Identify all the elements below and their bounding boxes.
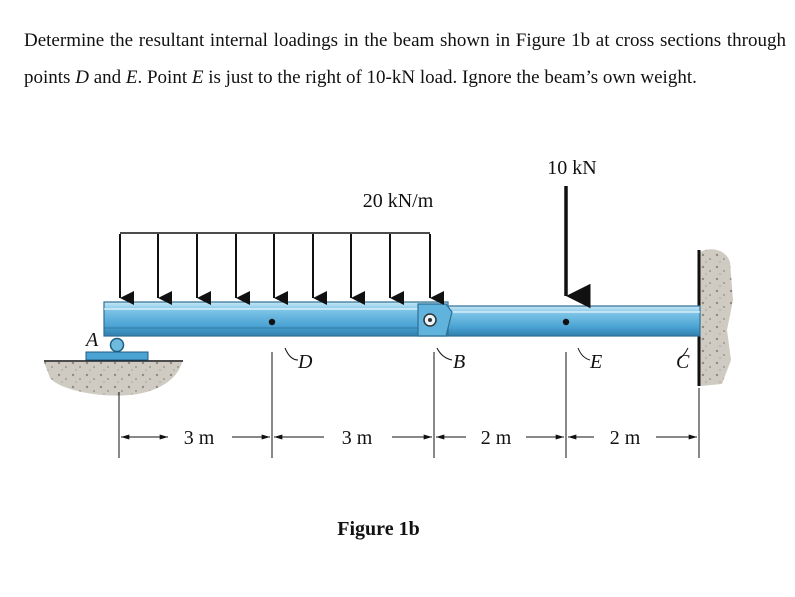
figure-caption: Figure 1b bbox=[337, 518, 420, 540]
distributed-load bbox=[120, 190, 434, 298]
dimension-label-db: 3 m bbox=[341, 427, 373, 449]
beam-segment-ab bbox=[104, 302, 448, 336]
point-d-label: D bbox=[298, 351, 313, 373]
problem-text-1: Determine the resultant internal loadings in the beam shown in Figure 1b at cross sections through points bbox=[24, 30, 786, 88]
point-e-marker bbox=[563, 319, 569, 325]
problem-text-and: and bbox=[88, 67, 126, 88]
point-load bbox=[547, 157, 596, 296]
point-e-ref-2: E bbox=[191, 67, 204, 88]
ground-under-pin-support bbox=[44, 361, 183, 396]
point-b-label: B bbox=[453, 351, 466, 373]
distributed-load-label: 20 kN/m bbox=[362, 190, 434, 212]
problem-text-2: . Point bbox=[137, 67, 192, 88]
dimension-label-be: 2 m bbox=[480, 427, 512, 449]
point-d-marker bbox=[269, 319, 275, 325]
b-label-leader bbox=[437, 348, 452, 360]
point-c-label: C bbox=[676, 351, 690, 373]
point-load-label: 10 kN bbox=[547, 157, 597, 179]
figure-caption-wrap bbox=[0, 518, 795, 541]
d-label-leader bbox=[285, 348, 298, 360]
point-e-ref: E bbox=[125, 67, 138, 88]
problem-text-3: is just to the right of 10-kN load. Ignore the beam’s own weight. bbox=[203, 67, 697, 88]
point-e-label: E bbox=[590, 351, 603, 373]
hinge-b bbox=[418, 304, 452, 336]
point-a-label: A bbox=[86, 329, 99, 351]
dimension-label-ec: 2 m bbox=[609, 427, 641, 449]
dimension-label-ad: 3 m bbox=[183, 427, 215, 449]
beam-segment-bc bbox=[448, 306, 700, 336]
e-label-leader bbox=[578, 348, 590, 360]
point-d-ref: D bbox=[75, 67, 89, 88]
fixed-wall-support bbox=[699, 249, 733, 386]
